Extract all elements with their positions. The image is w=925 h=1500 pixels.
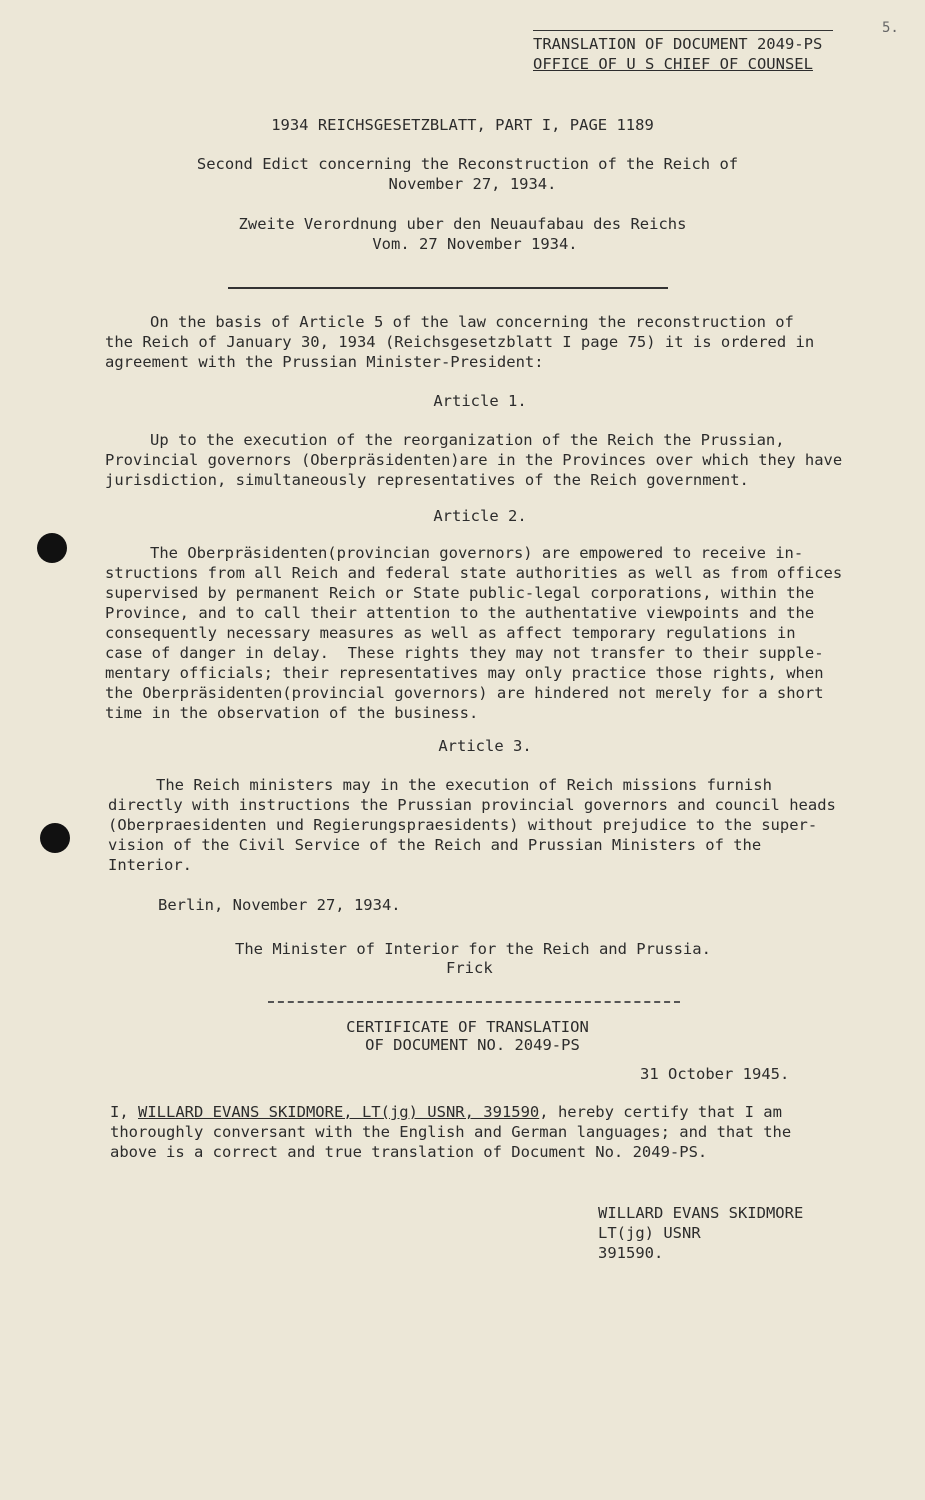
title-english-line-1: Second Edict concerning the Reconstruction of the Reich of: [196, 155, 739, 173]
translator-name: WILLARD EVANS SKIDMORE: [598, 1204, 804, 1222]
article-line: The Oberpräsidenten(provincian governors) are empowered to receive in-: [150, 544, 804, 562]
header-top-rule: [533, 30, 833, 31]
article-line: (Oberpraesidenten und Regierungspraesidents) without prejudice to the super-: [108, 816, 818, 834]
title-separator-rule: [228, 287, 668, 289]
certificate-body: [110, 1102, 791, 1162]
article-line: Provincial governors (Oberpräsidenten)are in the Provinces over which they have: [105, 451, 843, 469]
preamble-line: the Reich of January 30, 1934 (Reichsgesetzblatt I page 75) it is ordered in: [105, 333, 815, 351]
article-2-heading: Article 2.: [433, 507, 527, 525]
signatory-title: The Minister of Interior for the Reich and Prussia.: [235, 940, 711, 958]
header-line-2: OFFICE OF U S CHIEF OF COUNSEL: [533, 55, 813, 73]
header-line-1: TRANSLATION OF DOCUMENT 2049-PS: [533, 35, 823, 53]
translator-number: 391590.: [598, 1244, 664, 1262]
translator-name-underlined: WILLARD EVANS SKIDMORE, LT(jg) USNR, 391590: [138, 1103, 540, 1121]
article-line: the Oberpräsidenten(provincial governors) are hindered not merely for a short: [105, 684, 824, 702]
certificate-suffix: , hereby certify that I am: [539, 1103, 782, 1121]
article-3-heading: Article 3.: [438, 737, 532, 755]
certificate-prefix: I,: [110, 1103, 138, 1121]
source-citation: 1934 REICHSGESETZBLATT, PART I, PAGE 1189: [271, 116, 654, 134]
article-line: Up to the execution of the reorganization of the Reich the Prussian,: [150, 431, 785, 449]
article-line: time in the observation of the business.: [105, 704, 479, 722]
article-1-body: [105, 430, 842, 490]
certificate-date: 31 October 1945.: [640, 1065, 790, 1083]
title-german-line-1: Zweite Verordnung uber den Neuaufabau des Reichs: [238, 215, 687, 233]
place-date: Berlin, November 27, 1934.: [158, 896, 401, 914]
dashed-separator: [268, 1001, 680, 1003]
article-2-body: [105, 543, 842, 723]
article-line: vision of the Civil Service of the Reich and Prussian Ministers of the: [108, 836, 762, 854]
translator-signature-block: [598, 1203, 803, 1263]
article-line: directly with instructions the Prussian provincial governors and council heads: [108, 796, 836, 814]
article-line: case of danger in delay. These rights they may not transfer to their supple-: [105, 644, 824, 662]
article-line: Interior.: [108, 856, 192, 874]
title-german-line-2: Vom. 27 November 1934.: [372, 235, 578, 253]
certificate-heading-1: CERTIFICATE OF TRANSLATION: [346, 1018, 589, 1036]
article-line: consequently necessary measures as well as affect temporary regulations in: [105, 624, 796, 642]
translator-rank: LT(jg) USNR: [598, 1224, 701, 1242]
preamble: [105, 312, 814, 372]
article-line: structions from all Reich and federal state authorities as well as from offices: [105, 564, 843, 582]
certificate-heading-2: OF DOCUMENT NO. 2049-PS: [365, 1036, 580, 1054]
article-3-body: [108, 775, 836, 875]
article-line: Province, and to call their attention to the authentative viewpoints and the: [105, 604, 815, 622]
preamble-line: agreement with the Prussian Minister-President:: [105, 353, 544, 371]
article-line: jurisdiction, simultaneously representatives of the Reich government.: [105, 471, 749, 489]
punch-hole-top: [37, 533, 67, 563]
signatory-name: Frick: [446, 959, 493, 977]
certificate-line: above is a correct and true translation of Document No. 2049-PS.: [110, 1143, 708, 1161]
article-line: The Reich ministers may in the execution of Reich missions furnish: [156, 776, 772, 794]
article-1-heading: Article 1.: [433, 392, 527, 410]
punch-hole-bottom: [40, 823, 70, 853]
certificate-line: thoroughly conversant with the English and German languages; and that the: [110, 1123, 792, 1141]
corner-page-mark: 5.: [882, 20, 899, 36]
article-line: supervised by permanent Reich or State public-legal corporations, within the: [105, 584, 815, 602]
certificate-line: [110, 1102, 791, 1122]
preamble-line: On the basis of Article 5 of the law concerning the reconstruction of: [150, 313, 794, 331]
article-line: mentary officials; their representatives may only practice those rights, when: [105, 664, 824, 682]
title-english-line-2: November 27, 1934.: [388, 175, 557, 193]
